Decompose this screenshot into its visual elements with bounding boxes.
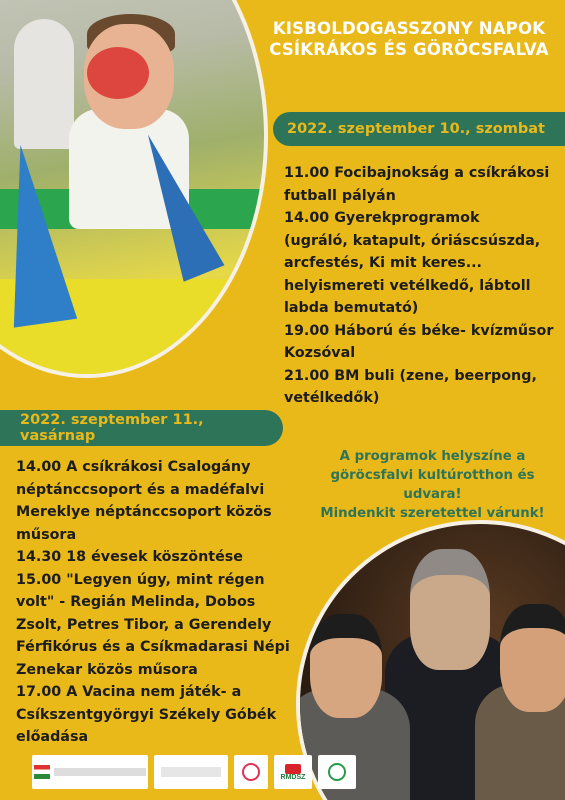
program-line: Zsolt, Petres Tibor, a Gerendely: [16, 616, 272, 633]
program-line: Férfikórus és a Csíkmadarasi Népi: [16, 639, 290, 655]
program-line: 17.00 A Vacina nem játék- a: [16, 684, 242, 700]
program-line: 11.00 Focibajnokság a csíkrákosi: [284, 165, 550, 181]
program-line: helyismereti vetélkedő, lábtoll: [284, 277, 531, 294]
program-line: 14.30 18 évesek köszöntése: [16, 549, 243, 565]
title-line-1: KISBOLDOGASSZONY NAPOK: [272, 19, 546, 38]
program-line: Mereklye néptánccsoport közös: [16, 504, 272, 520]
location-note: [300, 447, 565, 523]
day1-program-list: [284, 162, 559, 410]
program-line: labda bemutató): [284, 300, 419, 316]
program-line: 15.00 "Legyen úgy, mint régen: [16, 571, 265, 588]
program-line: vetélkedők): [284, 390, 380, 406]
flag-icon: [34, 765, 50, 779]
circle-icon: [328, 763, 346, 781]
program-line: volt" - Regián Melinda, Dobos: [16, 594, 256, 610]
title-line-2: CSÍKRÁKOS ÉS GÖRÖCSFALVA: [269, 40, 549, 59]
note-line: Mindenkit szeretettel várunk!: [320, 506, 545, 521]
day2-date-banner: 2022. szeptember 11., vasárnap: [0, 410, 283, 446]
government-logo: [32, 755, 148, 789]
tulip-icon: [285, 764, 301, 774]
program-line: futball pályán: [284, 187, 396, 204]
harghita-logo: [234, 755, 268, 789]
program-line: 19.00 Háború és béke- kvízműsor: [284, 322, 554, 339]
circle-icon: [242, 763, 260, 781]
program-line: 21.00 BM buli (zene, beerpong,: [284, 367, 537, 384]
program-line: néptánccsoport és a madéfalvi: [16, 481, 265, 498]
program-line: (ugráló, katapult, óriáscsúszda,: [284, 232, 541, 249]
program-line: műsora: [16, 526, 77, 543]
program-line: Csíkszentgyörgyi Székely Góbék: [16, 706, 277, 723]
rmdsz-logo: [274, 755, 312, 789]
program-line: Kozsóval: [284, 345, 356, 361]
child-face-paint-photo: [0, 0, 268, 378]
day2-program-list: [16, 456, 301, 749]
program-line: Zenekar közös műsora: [16, 661, 198, 678]
program-line: előadása: [16, 729, 89, 745]
community-foundation-logo: [318, 755, 356, 789]
page-title: [264, 18, 554, 60]
ministry-logo: [154, 755, 228, 789]
program-line: arcfestés, Ki mit keres...: [284, 255, 482, 271]
program-line: 14.00 Gyerekprogramok: [284, 210, 480, 226]
program-line: 14.00 A csíkrákosi Csalogány: [16, 459, 251, 475]
note-line: A programok helyszíne a: [339, 449, 526, 464]
note-line: göröcsfalvi kultúrotthon és udvara!: [330, 468, 535, 502]
rmdsz-label: RMDSZ: [280, 773, 306, 781]
sponsor-logos: [32, 752, 356, 792]
day1-date-banner: 2022. szeptember 10., szombat: [273, 112, 565, 146]
